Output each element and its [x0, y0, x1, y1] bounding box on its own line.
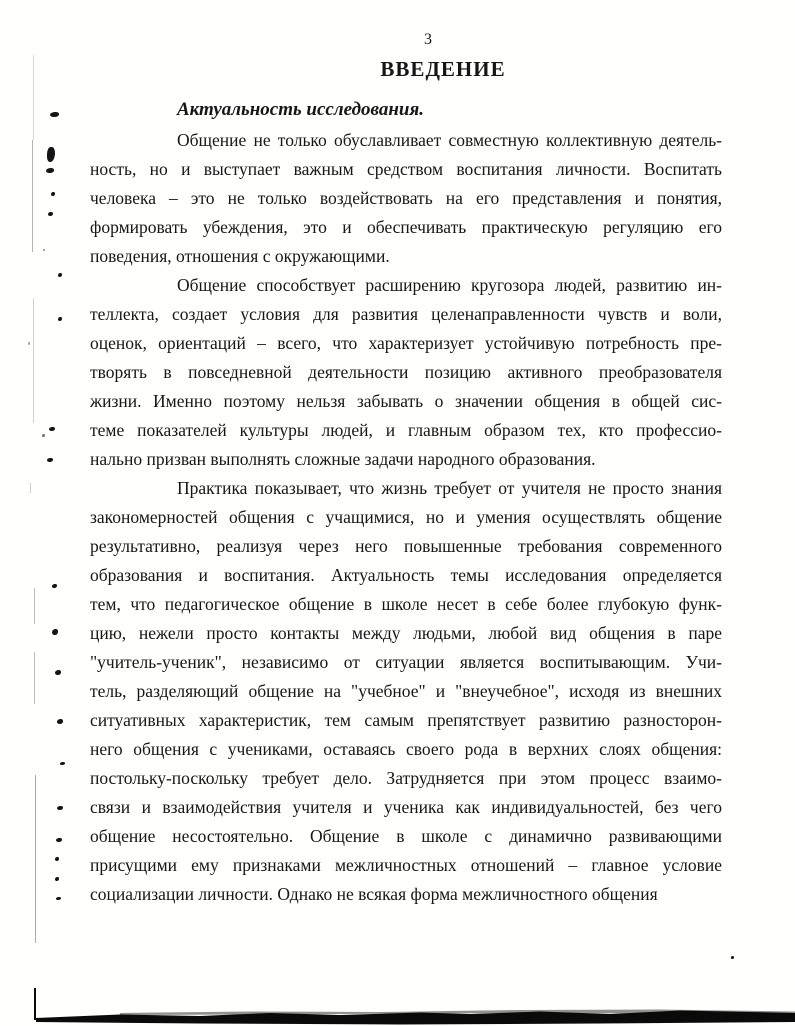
text-line: связи и взаимодействия учителя и ученика как индивидуальностей, без чего	[90, 797, 722, 817]
text-line: социализации личности. Однако не всякая форма межличностного общения	[90, 884, 658, 904]
text-line: "учитель-ученик", независимо от ситуации является воспитывающим. Учи-	[90, 652, 722, 672]
text-line: присущими ему признаками межличностных отношений – главное условие	[90, 855, 722, 875]
text-line: результативно, реализуя через него повышенные требования современного	[90, 536, 722, 556]
text-line: нально призван выполнять сложные задачи народного образования.	[90, 449, 596, 469]
ink-speck	[52, 629, 58, 635]
scan-fold-line	[30, 483, 31, 493]
ink-speck	[56, 897, 61, 900]
ink-speck	[58, 317, 62, 321]
ink-speck	[58, 273, 62, 277]
text-line: жизни. Именно поэтому нельзя забывать о значении общения в общей сис-	[90, 391, 722, 411]
ink-speck	[56, 838, 62, 842]
text-line: общение несостоятельно. Общение в школе с динамично развивающими	[90, 826, 722, 846]
text-line: образования и воспитания. Актуальность темы исследования определяется	[90, 565, 722, 585]
ink-speck	[55, 877, 59, 881]
paragraph	[90, 474, 722, 909]
text-line: человека – это не только воздействовать на его представления и понятия,	[90, 188, 722, 208]
text-line: Практика показывает, что жизнь требует от учителя не просто знания	[177, 478, 722, 498]
ink-speck	[49, 427, 55, 431]
text-line: него общения с учениками, оставаясь своего рода в верхних слоях общения:	[90, 739, 722, 759]
text-line: постольку-поскольку требует дело. Затрудняется при этом процесс взаимо-	[90, 768, 722, 788]
ink-speck	[731, 956, 734, 959]
text-line: поведения, отношения с окружающими.	[90, 246, 390, 266]
text-line: ситуативных характеристик, тем самым препятствует развитию разносторон-	[90, 710, 722, 730]
ink-speck	[47, 147, 55, 162]
text-block	[90, 30, 722, 909]
ink-speck	[48, 212, 53, 216]
text-line: оценок, ориентаций – всего, что характеризует устойчивую потребность пре-	[90, 333, 722, 353]
ink-speck	[46, 168, 54, 173]
scan-edge-artifact	[0, 986, 795, 1026]
ink-speck	[28, 342, 30, 345]
scan-fold-line	[35, 775, 36, 943]
page-title: ВВЕДЕНИЕ	[380, 57, 506, 81]
text-line: Общение способствует расширению кругозора людей, развитию ин-	[177, 275, 722, 295]
scan-fold-line	[34, 652, 35, 704]
ink-speck	[51, 192, 55, 196]
ink-speck	[55, 670, 61, 675]
text-line: формировать убеждения, это и обеспечивать практическую регуляцию его	[90, 217, 722, 237]
scan-fold-line	[33, 298, 34, 423]
text-line: тель, разделяющий общение на "учебное" и "внеучебное", исходя из внешних	[90, 681, 722, 701]
text-line: теме показателей культуры людей, и главным образом тех, кто профессио-	[90, 420, 722, 440]
ink-speck	[60, 762, 65, 765]
paragraph	[90, 126, 722, 271]
ink-speck	[55, 857, 59, 861]
text-line: закономерностей общения с учащимися, но и умения осуществлять общение	[90, 507, 722, 527]
scan-fold-line	[34, 588, 35, 624]
text-line: ность, но и выступает важным средством воспитания личности. Воспитать	[90, 159, 722, 179]
ink-speck	[50, 112, 59, 117]
scan-fold-line	[32, 140, 33, 252]
ink-speck	[47, 458, 53, 462]
paragraphs	[90, 126, 722, 909]
ink-speck	[57, 806, 63, 810]
text-line: Общение не только обуславливает совместную коллективную деятель-	[177, 130, 722, 150]
ink-speck	[57, 719, 63, 724]
section-subheading: Актуальность исследования.	[177, 99, 424, 120]
ink-speck	[52, 584, 57, 588]
page-number: 3	[424, 31, 432, 48]
ink-speck	[42, 434, 45, 437]
text-line: творять в повседневной деятельности позицию активного преобразователя	[90, 362, 722, 382]
text-line: теллекта, создает условия для развития целенаправленности чувств и воли,	[90, 304, 722, 324]
paragraph	[90, 271, 722, 474]
text-line: тем, что педагогическое общение в школе несет в себе более глубокую функ-	[90, 594, 722, 614]
scan-fold-line	[33, 55, 34, 140]
ink-speck	[43, 249, 45, 251]
text-line: цию, нежели просто контакты между людьми, любой вид общения в паре	[90, 623, 722, 643]
